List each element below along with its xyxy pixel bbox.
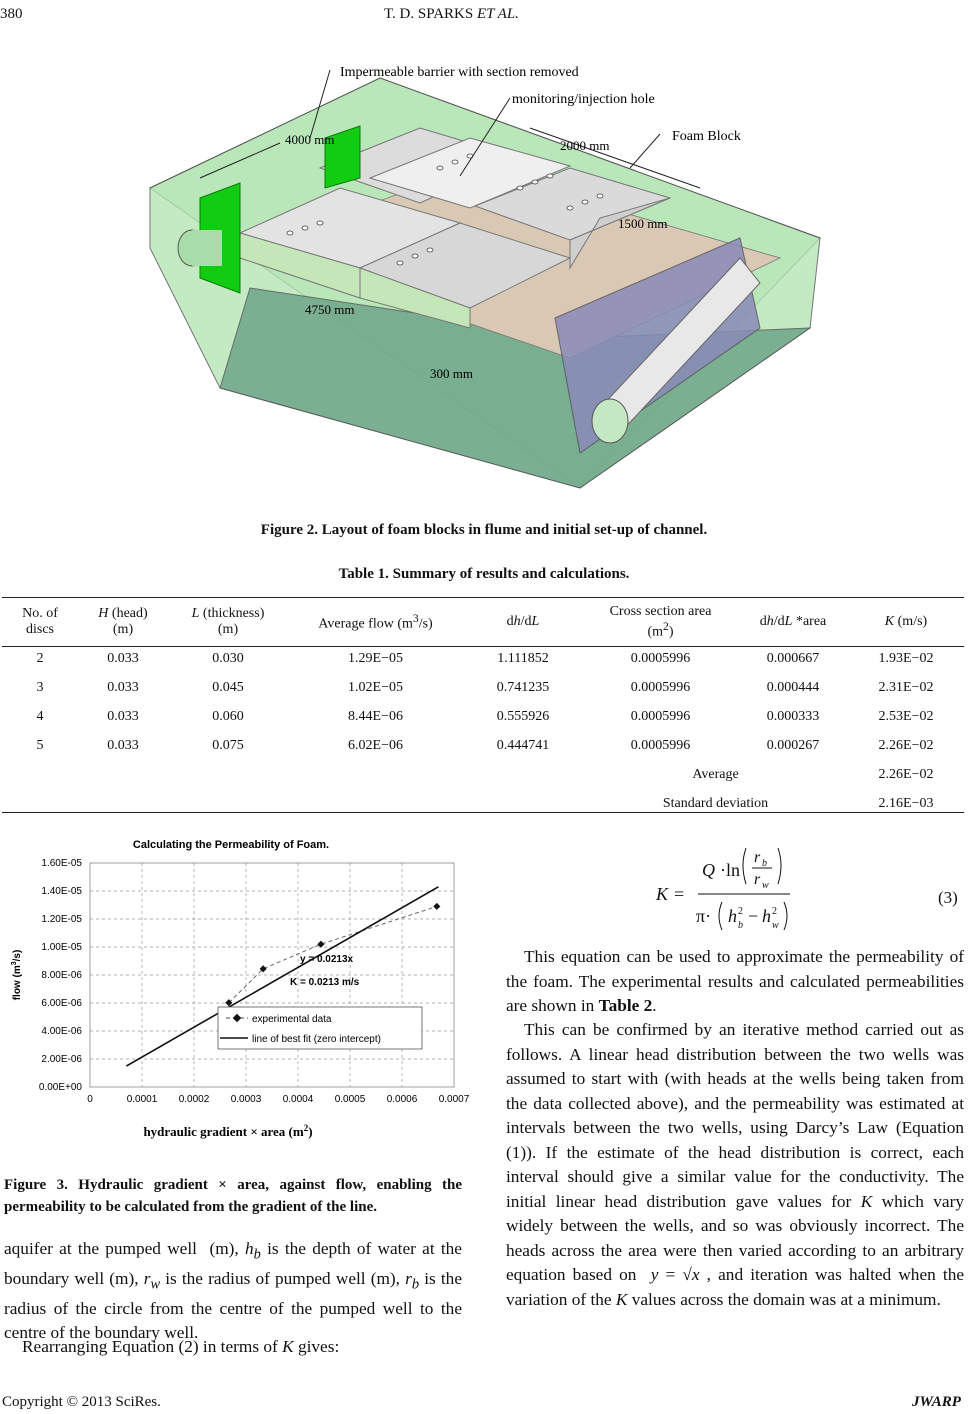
- table-cell-empty: [463, 760, 583, 789]
- svg-text:·ln: ·ln: [720, 860, 740, 880]
- label-4750: 4750 mm: [305, 302, 355, 317]
- y-tick-label: 2.00E-06: [41, 1054, 82, 1065]
- left-paragraph-2: Rearranging Equation (2) in terms of K gives:: [22, 1337, 340, 1356]
- svg-text:h: h: [728, 906, 737, 926]
- running-title: T. D. SPARKS ET AL.: [384, 6, 519, 22]
- x-tick-label: 0: [87, 1094, 93, 1105]
- right-paragraph-1: This equation can be used to approximate the permeability of the foam. The experimental results and calculated permeabilities are shown in Table 2.: [506, 947, 964, 1015]
- label-4000: 4000 mm: [285, 132, 335, 147]
- table-cell-empty: [78, 760, 168, 789]
- table-cell: 0.0005996: [630, 737, 691, 753]
- table-summary-row: [2, 760, 964, 789]
- svg-text:h: h: [762, 906, 771, 926]
- flume-diagram: [140, 58, 830, 498]
- svg-text:w: w: [772, 920, 779, 931]
- svg-text:2: 2: [738, 906, 743, 917]
- col-k: K (m/s): [884, 614, 928, 629]
- x-tick-label: 0.0001: [126, 1094, 158, 1105]
- table-cell: 0.741235: [496, 679, 550, 695]
- fit-k-value: K = 0.0213 m/s: [290, 977, 360, 988]
- table-cell: 0.0005996: [630, 708, 691, 724]
- page-number: 380: [0, 6, 23, 22]
- permeability-chart: [0, 830, 470, 1150]
- table-cell-empty: [168, 789, 288, 818]
- y-tick-label: 4.00E-06: [41, 1026, 82, 1037]
- legend-bestfit: line of best fit (zero intercept): [252, 1034, 381, 1045]
- svg-text:b: b: [738, 920, 743, 931]
- table-cell: 1.111852: [497, 650, 549, 666]
- table-summary-row: [2, 789, 964, 818]
- table-cell: 0.060: [212, 708, 244, 724]
- table-cell-empty: [78, 789, 168, 818]
- label-1500: 1500 mm: [618, 216, 668, 231]
- label-hole: monitoring/injection hole: [512, 92, 655, 107]
- y-axis-label: flow $(m^3/s)$: [11, 949, 23, 1001]
- table-cell: 3: [36, 679, 44, 695]
- summary-label: Average: [692, 766, 739, 782]
- table1-caption: Table 1. Summary of results and calculations.: [338, 566, 630, 582]
- table-row: [2, 673, 964, 702]
- col-dhdl: dh/dL: [506, 614, 540, 629]
- y-tick-label: 1.00E-05: [41, 942, 82, 953]
- legend-experimental: experimental data: [252, 1014, 332, 1025]
- table-cell: 0.555926: [496, 708, 550, 724]
- svg-text:r: r: [754, 849, 761, 866]
- table-cell: 4: [36, 708, 44, 724]
- figure3-caption: Figure 3. Hydraulic gradient × area, against flow, enabling the permeability to be calculated from the gradient of the line.: [4, 1177, 462, 1215]
- y-tick-label: 1.40E-05: [41, 886, 82, 897]
- col-head: H (head) (m): [98, 606, 148, 637]
- table-cell: 0.045: [212, 679, 244, 695]
- svg-text:b: b: [762, 858, 767, 869]
- x-axis-label: hydraulic gradient × area $(m^2)$: [143, 1123, 313, 1139]
- x-tick-label: 0.0004: [282, 1094, 314, 1105]
- right-paragraph-2: This can be confirmed by an iterative method carried out as follows. A linear head distribution between the two wells was assumed to start with (with heads at the wells being taken from the data collected above), and the permeability was estimated at intervals between the two wells, using Darcy’s Law (Equation (1)). If the estimate of the head distribution is correct, each interval should give a similar value for the conductivity. The initial linear head distribution gave values for K which vary widely between the wells, and so was obviously incorrect. The heads across the area were then varied according to an arbitrary equation based on y = √x , and iteration was halted when the variation of the K values across the domain was at a minimum.: [506, 1020, 964, 1309]
- label-2000: 2000 mm: [560, 138, 610, 153]
- col-area: Cross section area $(m^2)$: [609, 603, 712, 640]
- fit-equation: y = 0.0213x: [300, 954, 354, 965]
- table-row: [2, 731, 964, 760]
- table-cell: 0.033: [107, 679, 139, 695]
- table-cell: 2: [36, 650, 44, 666]
- col-flow: Average flow $(m^3/s)$: [318, 611, 433, 632]
- left-paragraph-1: aquifer at the pumped well (m), $h_b$ is the depth of water at the boundary well (m), $r_w$ is the radius of pumped well (m), $r_b$ is the radius of the circle from the centre of the pumped well to the centre of the boundary well.: [4, 1239, 462, 1343]
- table-cell-empty: [288, 760, 463, 789]
- x-tick-label: 0.0002: [178, 1094, 210, 1105]
- svg-text:r: r: [754, 871, 761, 888]
- equation-3: [650, 838, 800, 938]
- x-tick-label: 0.0006: [386, 1094, 418, 1105]
- summary-label: Standard deviation: [662, 795, 769, 811]
- y-tick-label: 8.00E-06: [41, 970, 82, 981]
- y-tick-label: 6.00E-06: [41, 998, 82, 1009]
- table-row: [2, 702, 964, 731]
- svg-text:=: =: [674, 884, 685, 904]
- experimental-point: [433, 903, 440, 910]
- summary-value: 2.26E−02: [878, 766, 934, 782]
- table-cell: 0.0005996: [630, 650, 691, 666]
- chart-title: Calculating the Permeability of Foam.: [132, 839, 330, 851]
- label-300: 300 mm: [430, 366, 473, 381]
- svg-text:−: −: [748, 906, 759, 926]
- table-cell: 1.29E−05: [348, 650, 403, 666]
- table-cell: 0.033: [107, 737, 139, 753]
- table-cell-empty: [2, 760, 78, 789]
- x-tick-label: 0.0005: [334, 1094, 366, 1105]
- table-cell: 0.030: [212, 650, 244, 666]
- table-cell: 0.000667: [766, 650, 820, 666]
- table-cell-empty: [463, 789, 583, 818]
- table-cell: 0.000444: [766, 679, 820, 695]
- table-cell: 0.000267: [766, 737, 820, 753]
- table-cell: 6.02E−06: [348, 737, 403, 753]
- table-cell-empty: [168, 760, 288, 789]
- x-tick-label: 0.0003: [230, 1094, 262, 1105]
- table-cell: 0.033: [107, 708, 139, 724]
- table-cell: 0.075: [212, 737, 244, 753]
- svg-text:K: K: [656, 884, 669, 904]
- results-table: [2, 600, 964, 818]
- table-cell: 1.93E−02: [878, 650, 934, 666]
- table-header-row: [2, 600, 964, 644]
- y-tick-label: 0.00E+00: [38, 1082, 82, 1093]
- col-discs: No. of discs: [22, 606, 58, 637]
- table-cell: 2.26E−02: [878, 737, 934, 753]
- table-cell: 0.0005996: [630, 679, 691, 695]
- footer-copyright: Copyright © 2013 SciRes.: [2, 1394, 161, 1410]
- col-dhdl-area: dh/dL *area: [759, 614, 827, 629]
- col-thickness: L (thickness) (m): [191, 606, 265, 637]
- x-tick-label: 0.0007: [438, 1094, 470, 1105]
- table-cell-empty: [2, 789, 78, 818]
- table-row: [2, 644, 964, 673]
- table-cell: 1.02E−05: [348, 679, 403, 695]
- label-foam-block: Foam Block: [672, 129, 741, 144]
- svg-text:2: 2: [772, 906, 777, 917]
- y-tick-label: 1.60E-05: [41, 858, 82, 869]
- table-cell: 2.53E−02: [878, 708, 934, 724]
- footer-journal: JWARP: [912, 1394, 961, 1410]
- table-cell: 2.31E−02: [878, 679, 934, 695]
- svg-text:π·: π·: [696, 906, 712, 926]
- label-barrier: Impermeable barrier with section removed: [340, 65, 579, 80]
- svg-text:Q: Q: [702, 860, 715, 880]
- svg-text:w: w: [762, 880, 769, 891]
- table-cell: 0.444741: [496, 737, 550, 753]
- equation-number: (3): [938, 888, 958, 907]
- table-cell: 0.000333: [766, 708, 820, 724]
- figure2-caption: Figure 2. Layout of foam blocks in flume and initial set-up of channel.: [260, 522, 708, 538]
- table-top-rule: [2, 597, 964, 598]
- table-cell: 8.44E−06: [348, 708, 403, 724]
- y-tick-label: 1.20E-05: [41, 914, 82, 925]
- table-cell-empty: [288, 789, 463, 818]
- table-cell: 5: [36, 737, 44, 753]
- summary-value: 2.16E−03: [878, 795, 934, 811]
- table-cell: 0.033: [107, 650, 139, 666]
